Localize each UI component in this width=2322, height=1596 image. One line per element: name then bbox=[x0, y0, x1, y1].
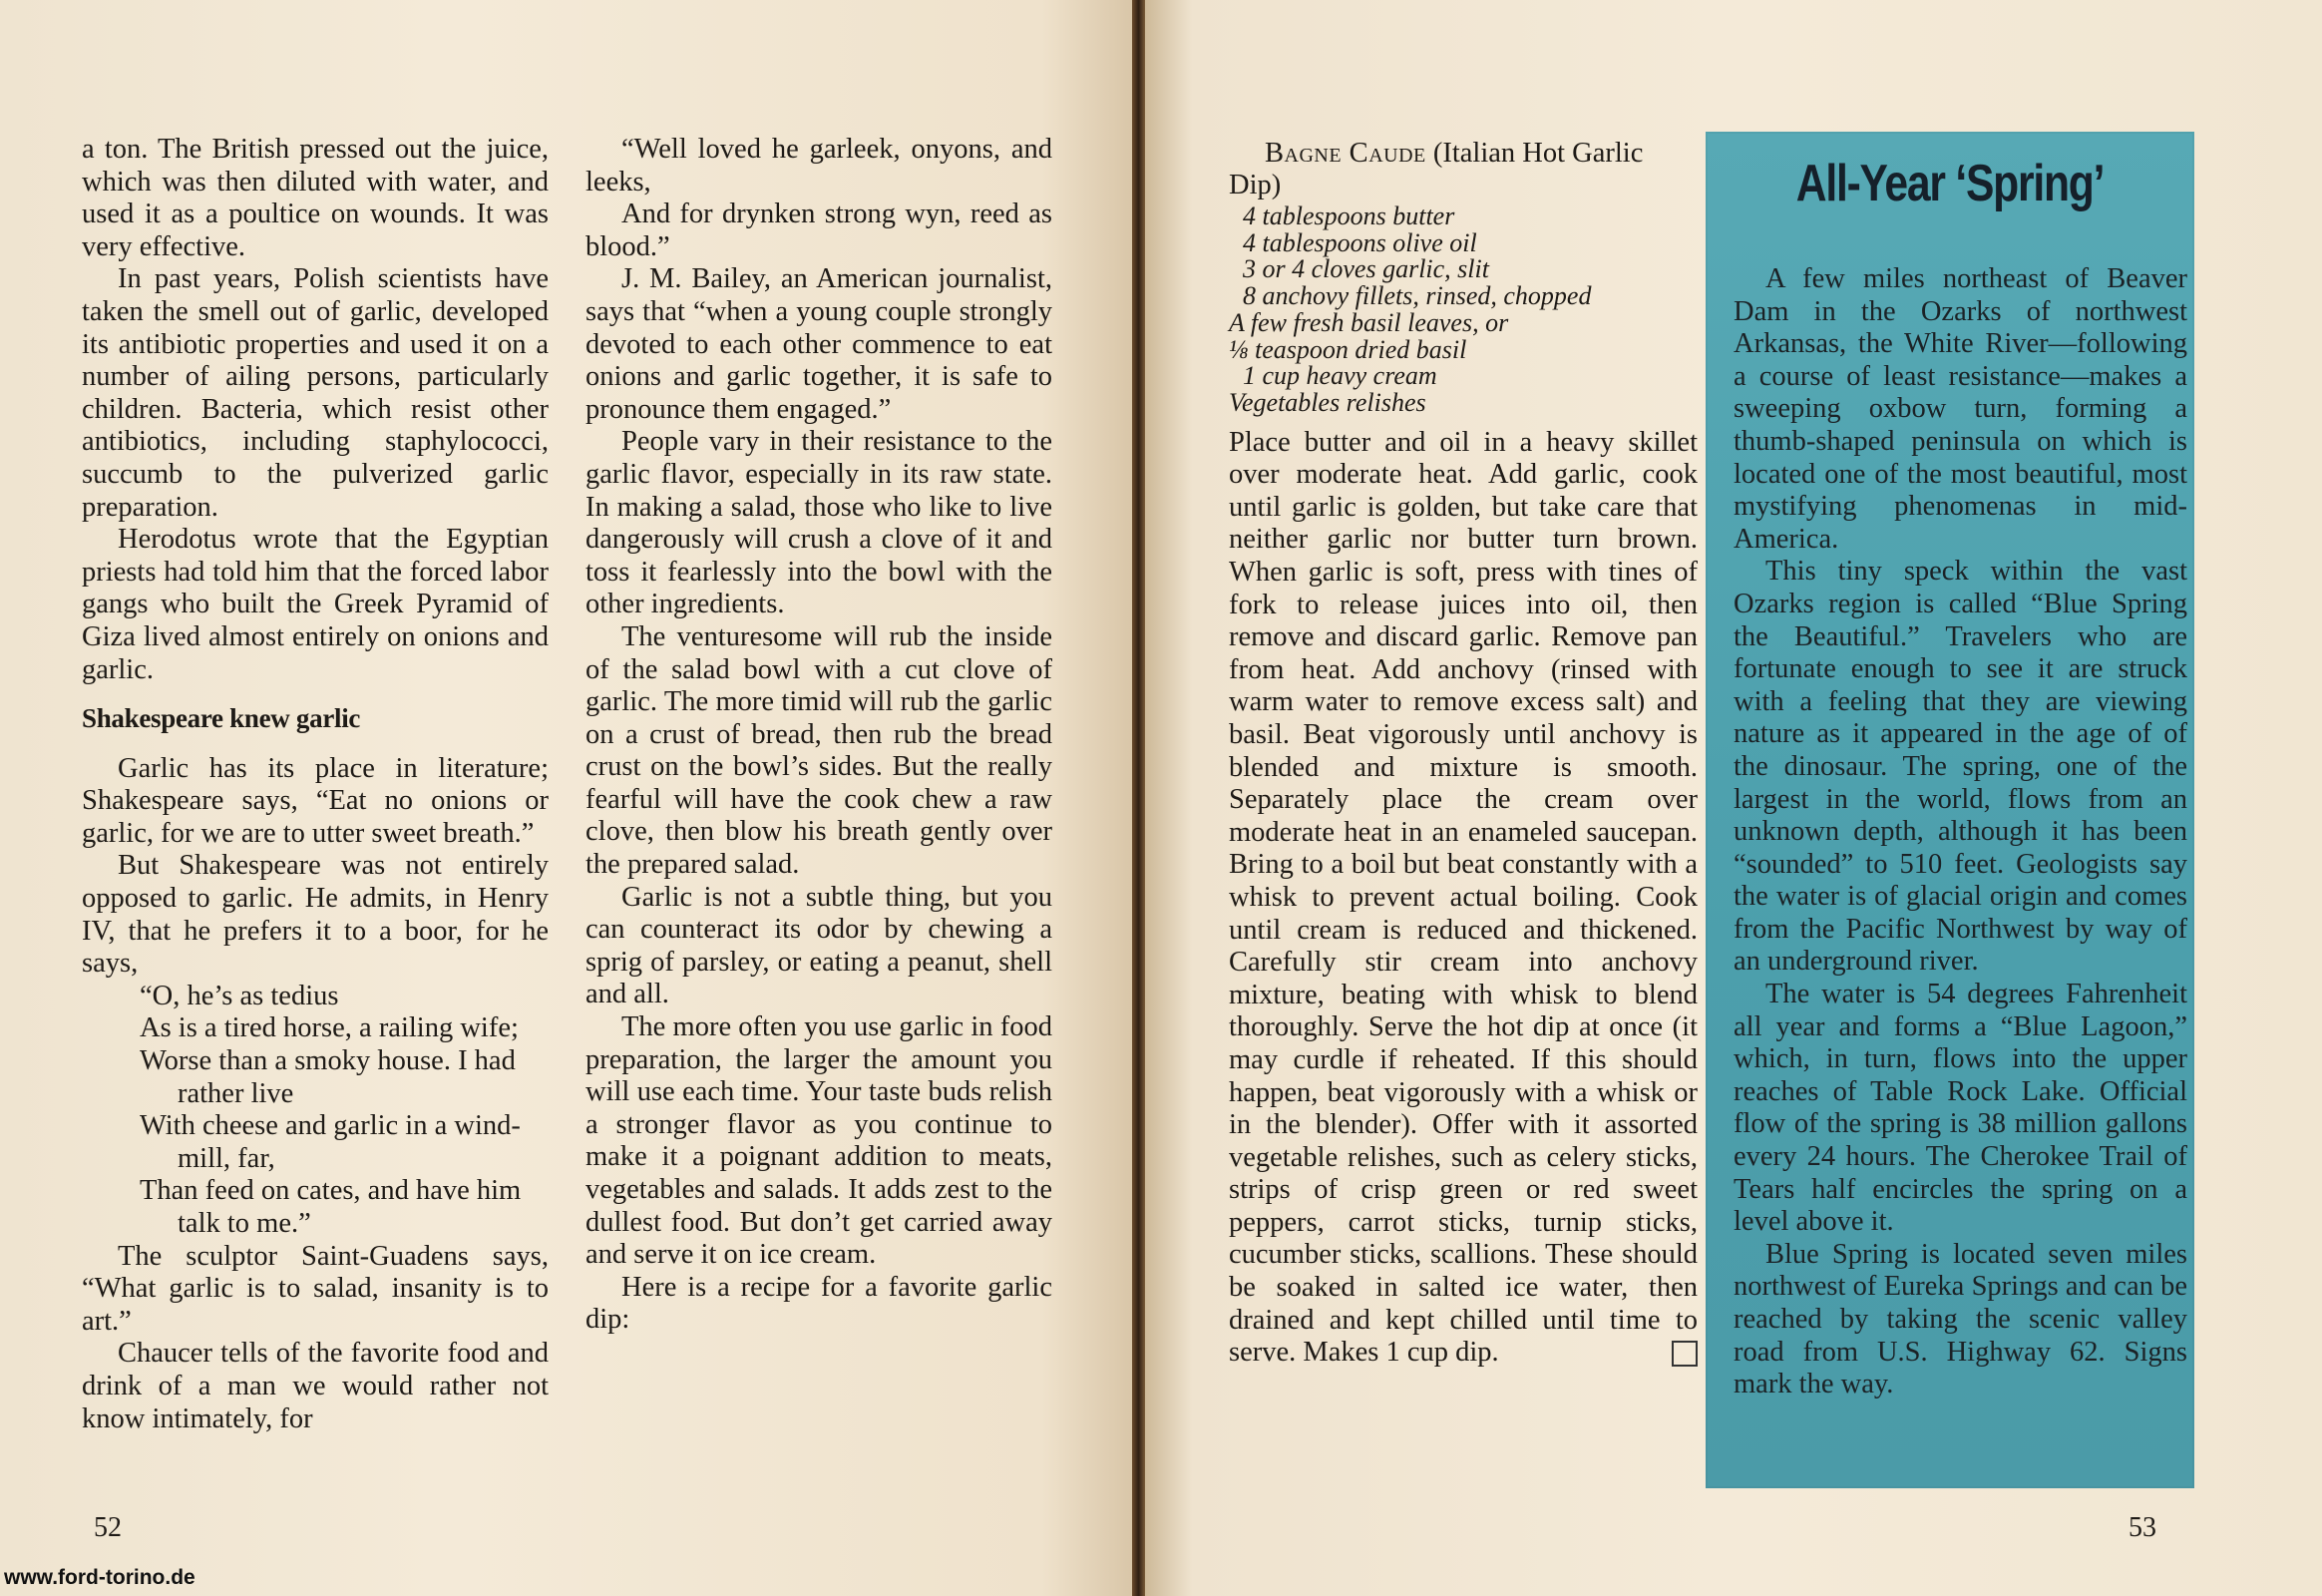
book-gutter bbox=[1132, 0, 1145, 1596]
ingredient: 4 tablespoons olive oil bbox=[1243, 227, 1477, 257]
verse-line: Worse than a smoky house. I had rather live bbox=[140, 1045, 516, 1109]
verse-quote: “Well loved he garleek, onyons, and leeks, bbox=[585, 134, 1052, 198]
page-number: 53 bbox=[2128, 1512, 2156, 1543]
verse-quote: And for drynken strong wyn, reed as blood.” bbox=[585, 199, 1052, 262]
ingredient-list bbox=[1229, 203, 1698, 417]
paragraph: A few miles northeast of Beaver Dam in the Ozarks of northwest Arkansas, the White River—following a course of least resistance—makes a sweeping oxbow turn, forming a thumb-shaped peninsula on which is located one of the most beautiful, most mystifying phenomenas in mid-America. bbox=[1734, 263, 2187, 555]
sidebar-text bbox=[1734, 263, 2187, 1401]
paragraph: The more often you use garlic in food preparation, the larger the amount you will use each time. Your taste buds relish a stronger flavor as you continue to make it a poignant addition to meats, vegetables and salads. It adds zest to the dullest food. But don’t get carried away and serve it on ice cream. bbox=[585, 1011, 1052, 1271]
section-heading: Shakespeare knew garlic bbox=[82, 703, 361, 734]
paragraph: Blue Spring is located seven miles northwest of Eureka Springs and can be reached by taking the scenic valley road from U.S. Highway 62. Signs mark the way. bbox=[1734, 1238, 2187, 1400]
paragraph: In past years, Polish scientists have taken the smell out of garlic, developed its antibiotic properties and used it on a number of ailing persons, particularly children. Bacteria, which resist other antibiotics, including staphylococci, succumb to the pulverized garlic preparation. bbox=[82, 263, 549, 523]
paragraph: People vary in their resistance to the garlic flavor, especially in its raw state. In making a salad, those who like to live dangerously will crush a clove of it and toss it fearlessly into the bowl with the other ingredients. bbox=[585, 426, 1052, 620]
verse-line: “O, he’s as tedius bbox=[140, 980, 339, 1011]
paragraph: This tiny speck within the vast Ozarks region is called “Blue Spring the Beautiful.” Travelers who are fortunate enough to see it are struck with a feeling that they are viewing nature as it appeared in the age of of the dinosaur. The spring, one of the largest in the world, flows from an unknown depth, although it has been “sounded” to 510 feet. Geologists say the water is of glacial origin and comes from the Pacific Northwest by way of an underground river. bbox=[1734, 556, 2187, 978]
recipe-subtitle: (Italian Hot Garlic Dip) bbox=[1229, 138, 1644, 200]
ingredient: A few fresh basil leaves, or bbox=[1229, 307, 1509, 337]
paragraph: The sculptor Saint-Guadens says, “What garlic is to salad, insanity is to art.” bbox=[82, 1240, 549, 1337]
end-mark-box bbox=[1672, 1341, 1698, 1367]
sidebar-title: All-Year ‘Spring’ bbox=[1795, 155, 2105, 212]
paragraph: Here is a recipe for a favorite garlic dip: bbox=[585, 1271, 1052, 1336]
ingredient: 3 or 4 cloves garlic, slit bbox=[1243, 254, 1489, 284]
left-column-1 bbox=[82, 134, 549, 1435]
paragraph: The water is 54 degrees Fahrenheit all year and forms a “Blue Lagoon,” which, in turn, flows into the upper reaches of Table Rock Lake. Official flow of the spring is 38 million gallons every 24 hours. The Cherokee Trail of Tears half encircles the spring on a level above it. bbox=[1734, 979, 2187, 1238]
ingredient: 4 tablespoons butter bbox=[1243, 201, 1455, 230]
sidebar-box bbox=[1706, 132, 2194, 1488]
recipe-column bbox=[1229, 138, 1698, 1370]
watermark-url: www.ford-torino.de bbox=[4, 1566, 195, 1589]
verse-line: With cheese and garlic in a wind- mill, far, bbox=[140, 1110, 521, 1174]
ingredient: 8 anchovy fillets, rinsed, chopped bbox=[1243, 281, 1592, 311]
recipe-name: Bagne Caude bbox=[1265, 138, 1426, 169]
verse-line: As is a tired horse, a railing wife; bbox=[140, 1012, 519, 1044]
paragraph: a ton. The British pressed out the juice, which was then diluted with water, and used it as a poultice on wounds. It was very effective. bbox=[82, 134, 549, 262]
ingredient: ⅛ teaspoon dried basil bbox=[1229, 334, 1467, 364]
recipe-directions: Place butter and oil in a heavy skillet over moderate heat. Add garlic, cook until garlic is golden, but take care that neither garlic nor butter turn brown. When garlic is soft, press with tines of fork to release juices into oil, then remove and discard garlic. Remove pan from heat. Add anchovy (rinsed with warm water to remove excess salt) and basil. Beat vigorously until anchovy is blended and mixture is smooth. Separately place the cream over moderate heat in an enameled saucepan. Bring to a boil but beat constantly with a whisk to prevent actual boiling. Cook until cream is reduced and thickened. Carefully stir cream into anchovy mixture, beating with whisk to blend thoroughly. Serve the hot dip at once (it may curdle if reheated. If this should happen, beat vigorously with a whisk or in the blender). Offer with it assorted vegetable relishes, such as celery sticks, strips of crisp green or red sweet peppers, carrot sticks, turnip sticks, cucumber sticks, scallions. These should be soaked in salted ice water, then drained and kept chilled until time to serve. Makes 1 cup dip. bbox=[1229, 426, 1698, 1369]
recipe-title bbox=[1229, 138, 1698, 201]
verse-line: Than feed on cates, and have him talk to me.” bbox=[140, 1175, 522, 1239]
paragraph: Herodotus wrote that the Egyptian priests had told him that the forced labor gangs who built the Greek Pyramid of Giza lived almost entirely on onions and garlic. bbox=[82, 524, 549, 685]
paragraph: The venturesome will rub the inside of the salad bowl with a cut clove of garlic. The more timid will rub the garlic on a crust of bread, then rub the bread crust on the bowl’s sides. But the really fearful will have the cook chew a raw clove, then blow his breath gently over the prepared salad. bbox=[585, 620, 1052, 881]
paragraph: J. M. Bailey, an American journalist, says that “when a young couple strongly devoted to each other commence to eat onions and garlic together, it is safe to pronounce them engaged.” bbox=[585, 263, 1052, 425]
ingredient: Vegetables relishes bbox=[1229, 387, 1426, 417]
paragraph: Garlic has its place in literature; Shakespeare says, “Eat no onions or garlic, for we are to utter sweet breath.” bbox=[82, 752, 549, 849]
paragraph: But Shakespeare was not entirely opposed to garlic. He admits, in Henry IV, that he prefers it to a boor, for he says, bbox=[82, 850, 549, 980]
paragraph: Garlic is not a subtle thing, but you can counteract its odor by chewing a sprig of parsley, or eating a peanut, shell and all. bbox=[585, 881, 1052, 1010]
ingredient: 1 cup heavy cream bbox=[1243, 361, 1437, 391]
paragraph: Chaucer tells of the favorite food and drink of a man we would rather not know intimately, for bbox=[82, 1338, 549, 1434]
page-number: 52 bbox=[94, 1512, 122, 1543]
left-column-2 bbox=[585, 134, 1052, 1337]
